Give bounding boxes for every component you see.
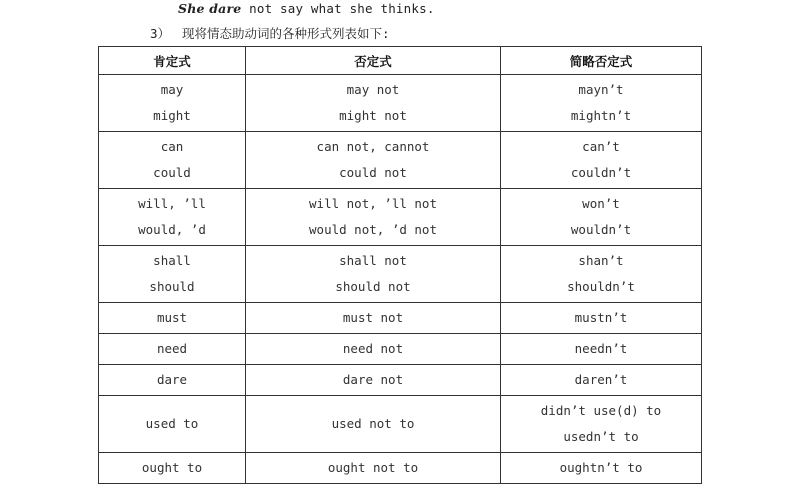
- header-short-negative: 简略否定式: [501, 47, 702, 75]
- table-row: [99, 303, 702, 334]
- section-heading-text: 现将情态助动词的各种形式列表如下:: [182, 26, 390, 41]
- cell-line: oughtn’t to: [559, 460, 643, 475]
- cell-line: daren’t: [574, 372, 628, 387]
- cell-negative: [246, 189, 501, 246]
- section-heading: [150, 24, 390, 42]
- cell-line: need not: [342, 341, 404, 356]
- cell-line: couldn’t: [570, 165, 632, 180]
- cell-affirmative: [99, 303, 246, 334]
- cell-line: could: [153, 165, 191, 180]
- cell-short-negative: [501, 396, 702, 453]
- cell-line: may: [160, 82, 184, 97]
- cell-short-negative: [501, 365, 702, 396]
- table-row: [99, 365, 702, 396]
- cell-affirmative: [99, 132, 246, 189]
- cell-affirmative: [99, 334, 246, 365]
- table-row: [99, 189, 702, 246]
- example-sentence: [178, 1, 435, 16]
- cell-affirmative: [99, 365, 246, 396]
- example-subject: She dare: [178, 1, 242, 16]
- cell-line: would, ’d: [138, 222, 206, 237]
- cell-negative: [246, 453, 501, 484]
- cell-short-negative: [501, 453, 702, 484]
- table-row: [99, 334, 702, 365]
- cell-line: used to: [145, 416, 199, 431]
- cell-line: mightn’t: [570, 108, 632, 123]
- cell-line: shan’t: [578, 253, 624, 268]
- cell-affirmative: [99, 453, 246, 484]
- cell-line: would not, ’d not: [309, 222, 437, 237]
- cell-line: ought not to: [327, 460, 419, 475]
- cell-negative: [246, 246, 501, 303]
- cell-short-negative: [501, 246, 702, 303]
- cell-affirmative: [99, 396, 246, 453]
- cell-line: dare not: [342, 372, 404, 387]
- cell-line: won’t: [582, 196, 620, 211]
- cell-negative: [246, 396, 501, 453]
- cell-affirmative: [99, 75, 246, 132]
- cell-line: might: [153, 108, 191, 123]
- cell-line: could not: [339, 165, 407, 180]
- section-number: 3）: [150, 26, 171, 41]
- cell-short-negative: [501, 334, 702, 365]
- cell-line: will not, ’ll not: [309, 196, 437, 211]
- cell-line: should not: [335, 279, 411, 294]
- cell-line: shall not: [339, 253, 407, 268]
- table-row: [99, 246, 702, 303]
- cell-negative: [246, 365, 501, 396]
- header-row: [99, 47, 702, 75]
- cell-short-negative: [501, 189, 702, 246]
- cell-line: should: [149, 279, 195, 294]
- cell-negative: [246, 303, 501, 334]
- cell-line: can’t: [582, 139, 620, 154]
- cell-line: usedn’t to: [563, 429, 639, 444]
- header-negative: 否定式: [246, 47, 501, 75]
- header-affirmative: 肯定式: [99, 47, 246, 75]
- cell-negative: [246, 132, 501, 189]
- table-row: [99, 396, 702, 453]
- cell-line: shall: [153, 253, 191, 268]
- cell-short-negative: [501, 303, 702, 334]
- cell-line: must: [156, 310, 188, 325]
- cell-line: must not: [342, 310, 404, 325]
- cell-line: dare: [156, 372, 188, 387]
- cell-line: didn’t use(d) to: [540, 403, 662, 418]
- cell-affirmative: [99, 189, 246, 246]
- example-rest: not say what she thinks.: [241, 1, 435, 16]
- cell-line: mustn’t: [574, 310, 628, 325]
- table-row: [99, 75, 702, 132]
- cell-line: mayn’t: [578, 82, 624, 97]
- table-row: [99, 453, 702, 484]
- table-row: [99, 132, 702, 189]
- cell-line: may not: [346, 82, 400, 97]
- cell-line: need: [156, 341, 188, 356]
- cell-line: wouldn’t: [570, 222, 632, 237]
- cell-short-negative: [501, 132, 702, 189]
- cell-affirmative: [99, 246, 246, 303]
- cell-line: shouldn’t: [567, 279, 635, 294]
- cell-negative: [246, 334, 501, 365]
- cell-line: might not: [339, 108, 407, 123]
- cell-line: can: [160, 139, 184, 154]
- cell-line: will, ’ll: [138, 196, 206, 211]
- cell-line: can not, cannot: [316, 139, 430, 154]
- cell-negative: [246, 75, 501, 132]
- modal-verbs-table: [98, 46, 702, 484]
- cell-short-negative: [501, 75, 702, 132]
- cell-line: used not to: [331, 416, 415, 431]
- cell-line: ought to: [141, 460, 203, 475]
- cell-line: needn’t: [574, 341, 628, 356]
